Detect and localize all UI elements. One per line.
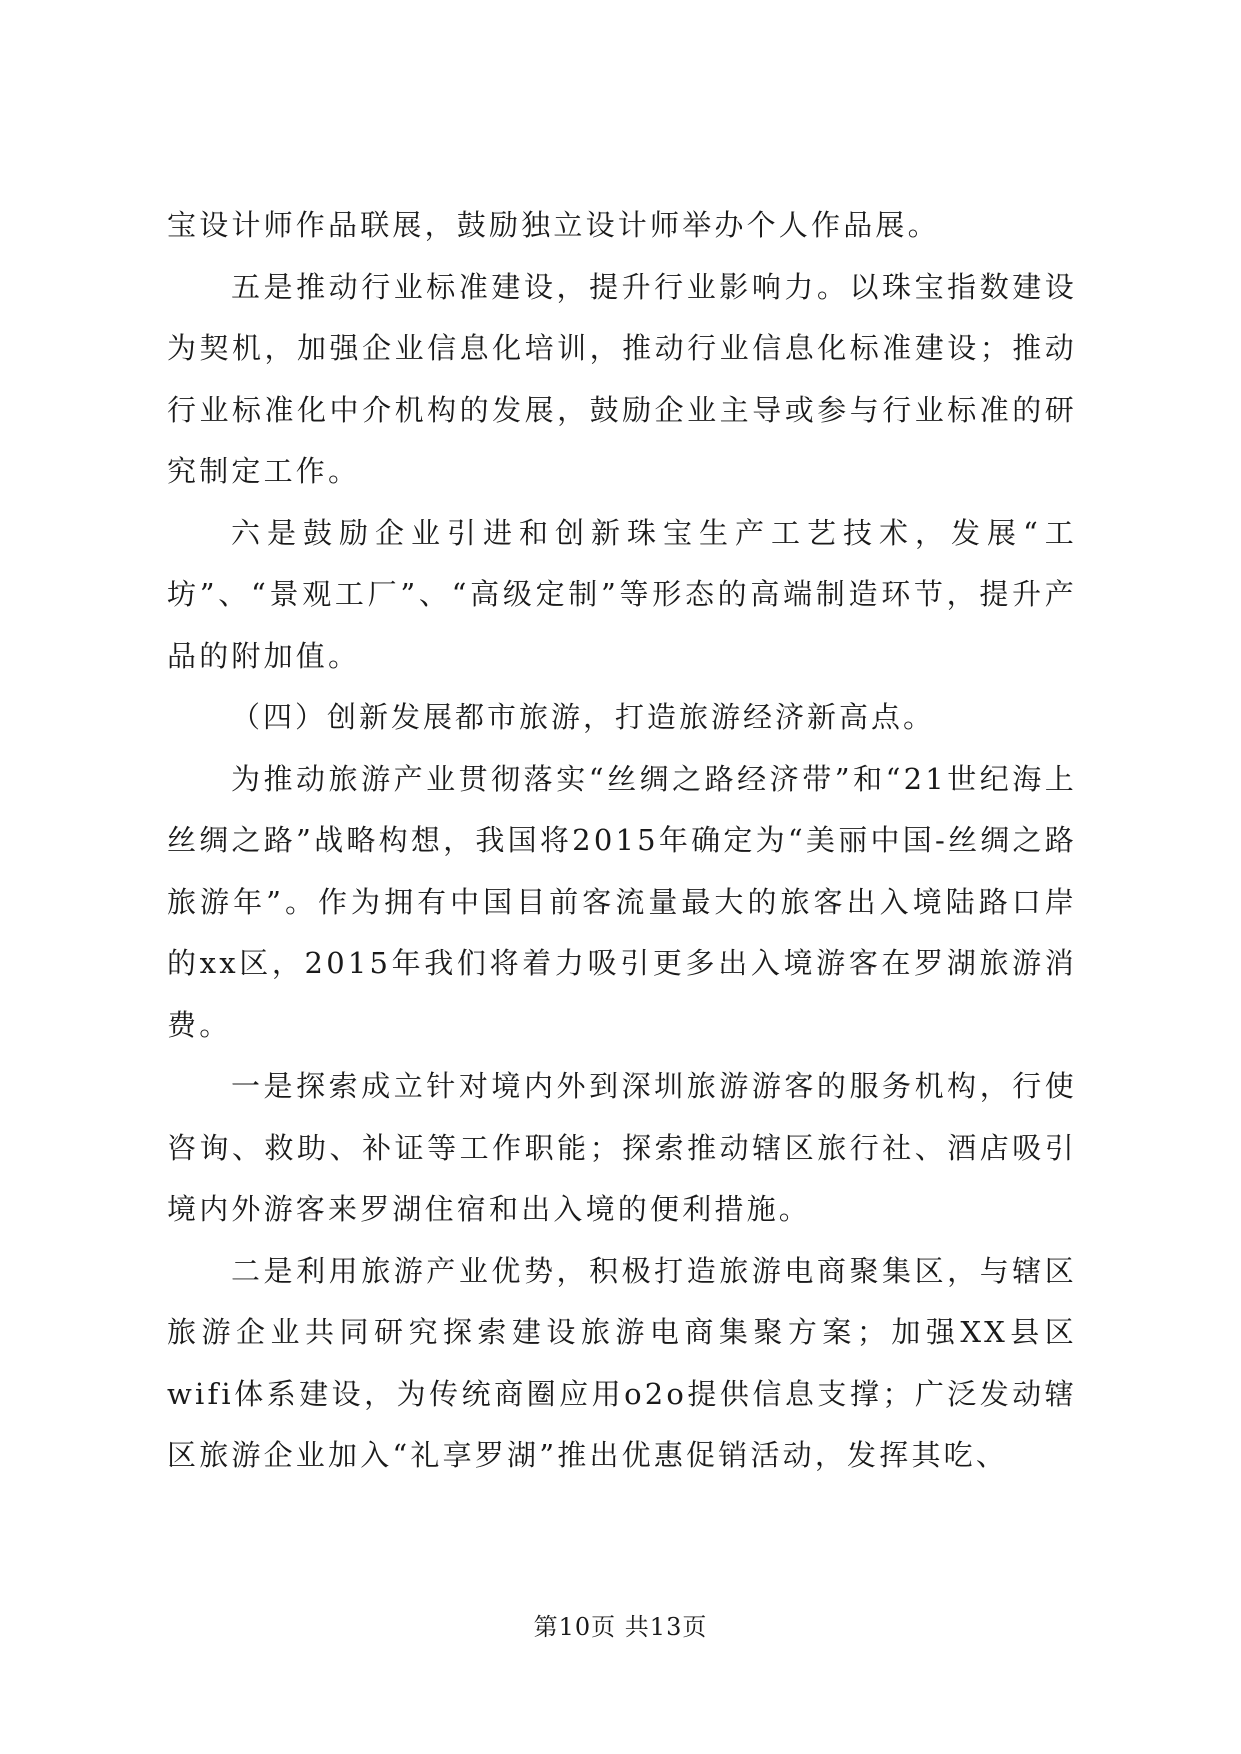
paragraph-intro: 为推动旅游产业贯彻落实“丝绸之路经济带”和“21世纪海上丝绸之路”战略构想，我国将2015年确定为“美丽中国-丝绸之路旅游年”。作为拥有中国目前客流量最大的旅客出入境陆路口岸的xx区，2015年我们将着力吸引更多出入境游客在罗湖旅游消费。: [167, 761, 1077, 1042]
section-heading: （四）创新发展都市旅游，打造旅游经济新高点。: [231, 700, 936, 734]
paragraph-item-one: 一是探索成立针对境内外到深圳旅游游客的服务机构，行使咨询、救助、补证等工作职能；探索推动辖区旅行社、酒店吸引境内外游客来罗湖住宿和出入境的便利措施。: [167, 1069, 1077, 1226]
page-number-footer: 第10页 共13页: [533, 1613, 708, 1641]
document-body: [167, 195, 1077, 1487]
paragraph-continuation: 宝设计师作品联展，鼓励独立设计师举办个人作品展。: [167, 208, 940, 242]
paragraph-item-six: 六是鼓励企业引进和创新珠宝生产工艺技术，发展“工坊”、“景观工厂”、“高级定制”等形态的高端制造环节，提升产品的附加值。: [167, 515, 1077, 673]
paragraph-item-two: 二是利用旅游产业优势，积极打造旅游电商聚集区，与辖区旅游企业共同研究探索建设旅游电商集聚方案；加强XX县区wifi体系建设，为传统商圈应用o2o提供信息支撑；广泛发动辖区旅游企业加入“礼享罗湖”推出优惠促销活动，发挥其吃、: [167, 1253, 1077, 1472]
paragraph-item-five: 五是推动行业标准建设，提升行业影响力。以珠宝指数建设为契机，加强企业信息化培训，推动行业信息化标准建设；推动行业标准化中介机构的发展，鼓励企业主导或参与行业标准的研究制定工作。: [167, 269, 1077, 488]
